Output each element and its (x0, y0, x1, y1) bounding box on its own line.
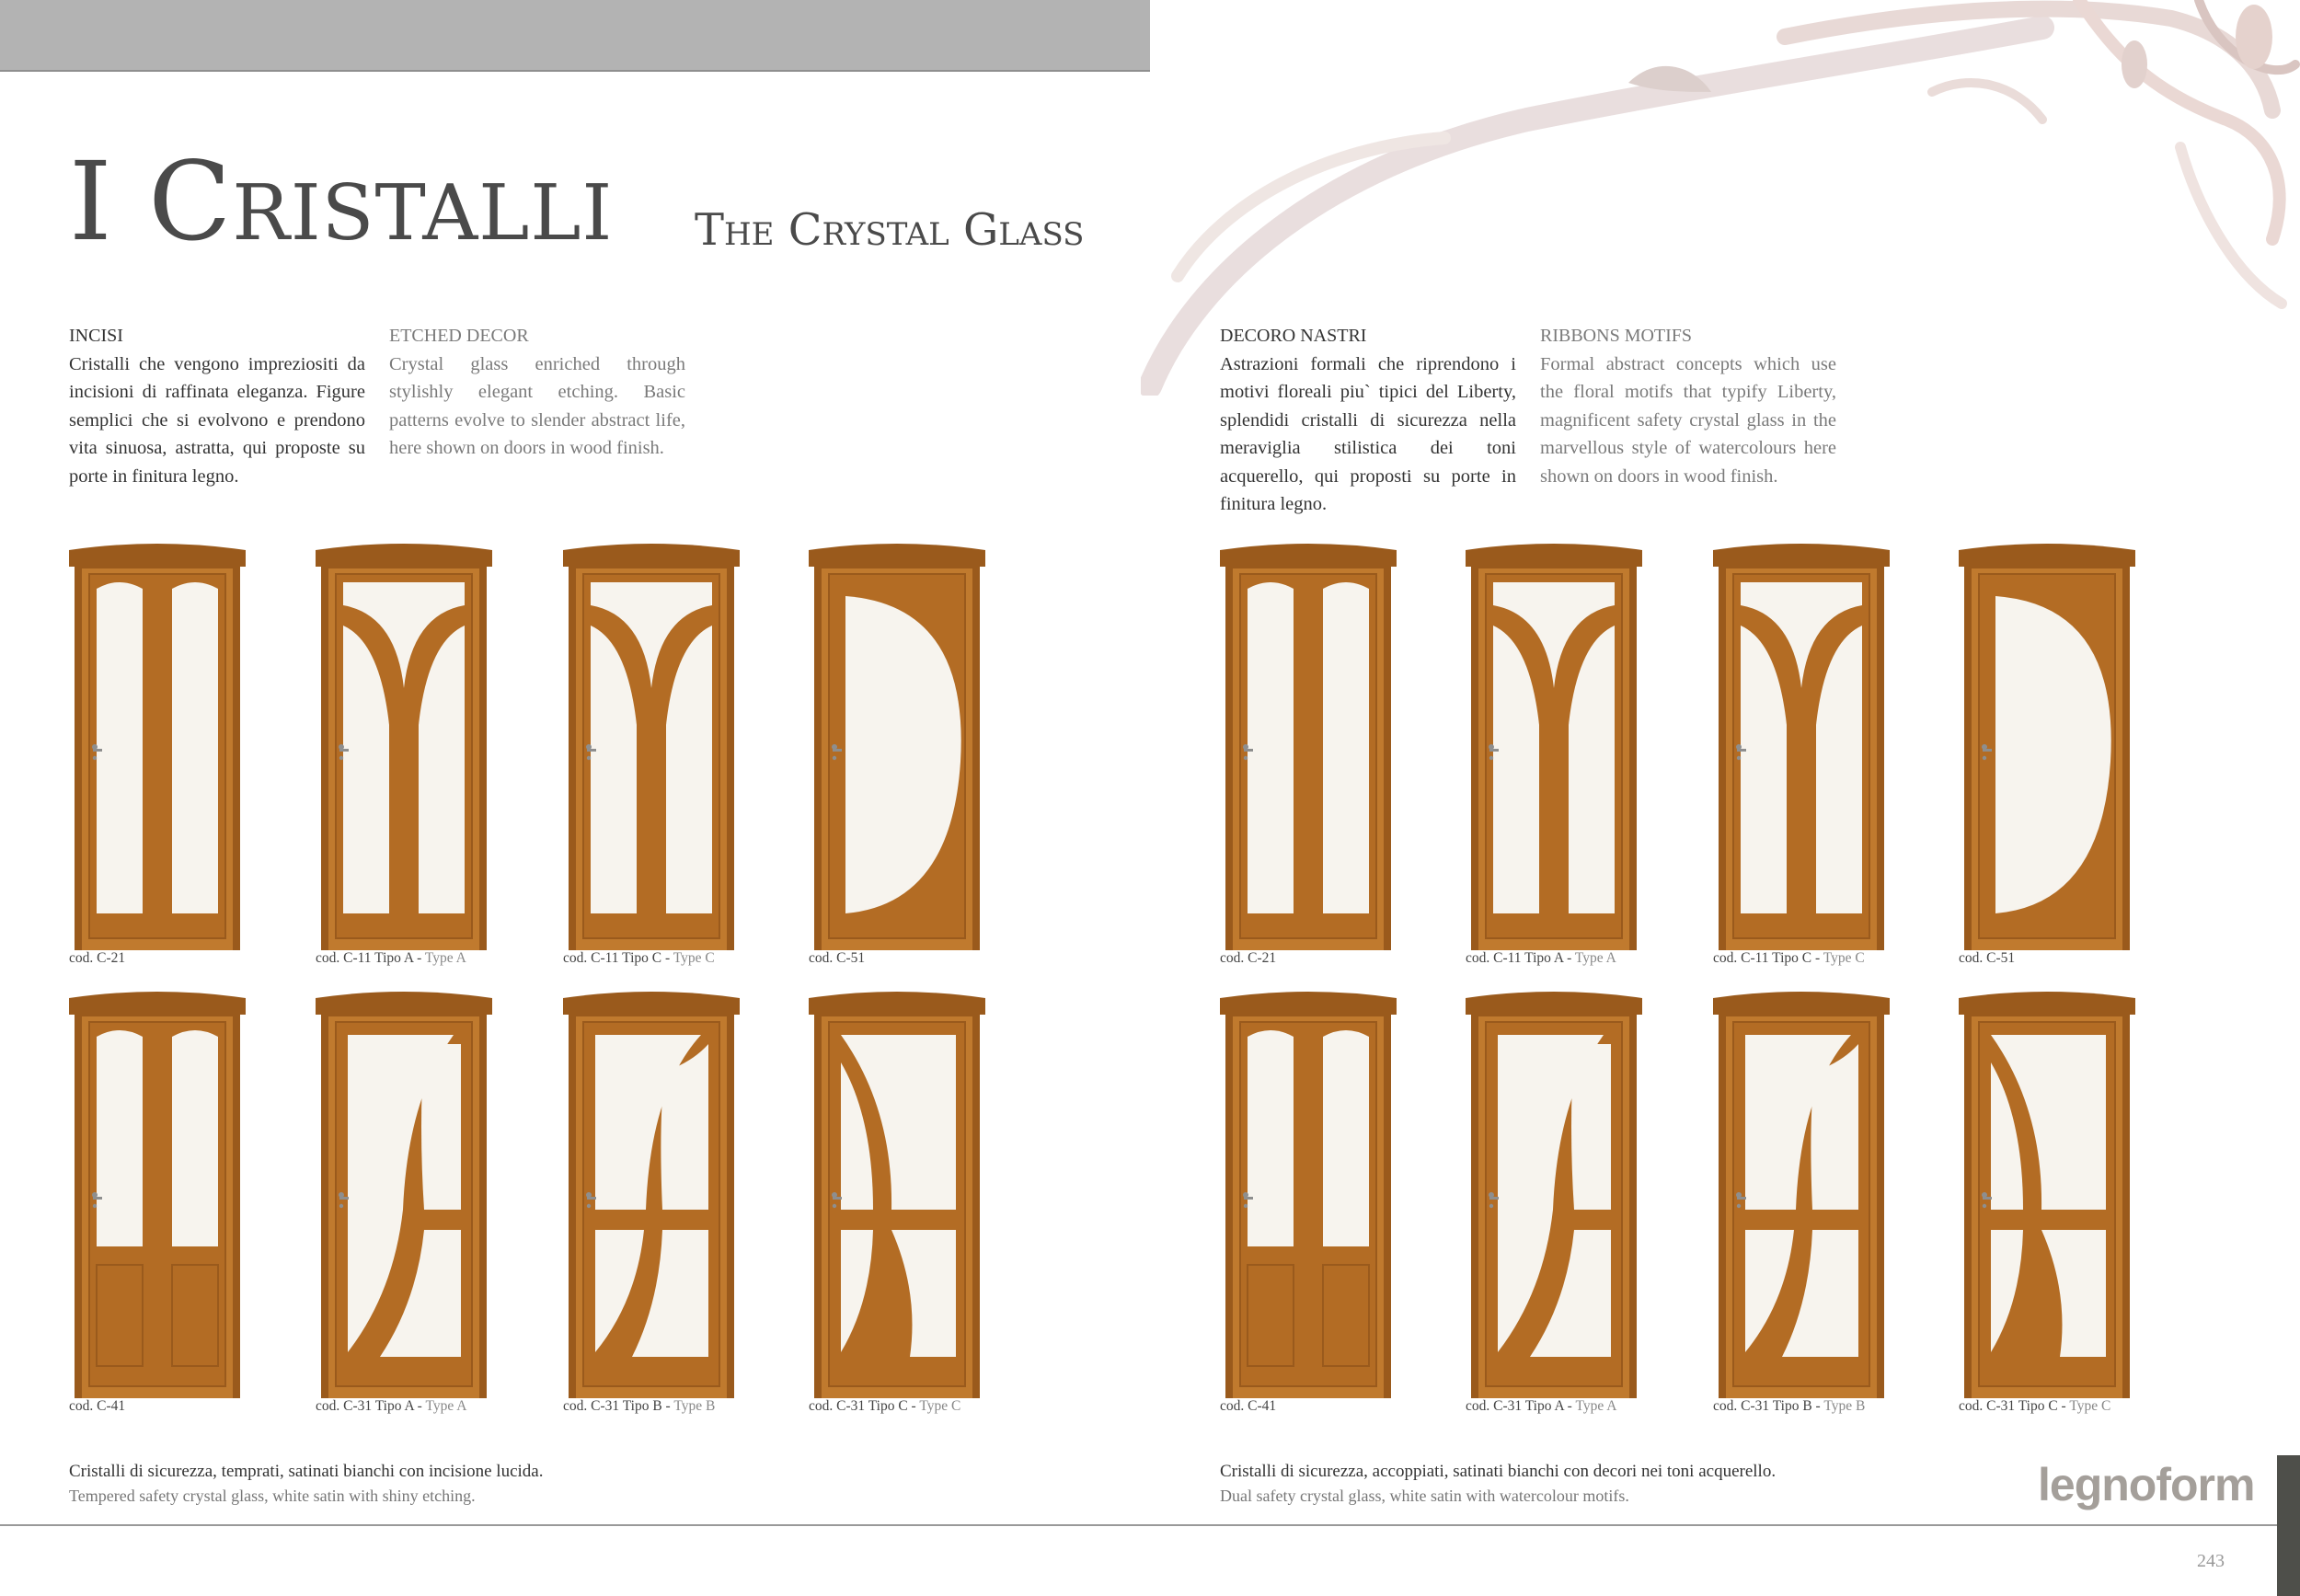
door-type-english: Type C (919, 1398, 961, 1414)
door-code: cod. C-31 Tipo B - (563, 1398, 674, 1414)
left-italian-text: Cristalli che vengono impreziositi da incisioni di raffinata eleganza. Figure semplici che si evolvono e prendono vita sinuosa, astratta, qui proposte su porte in finitura legno. (69, 353, 365, 487)
door-product (1959, 989, 2135, 1403)
door-code-caption (1713, 1398, 1865, 1415)
door-code-caption (1959, 1398, 2110, 1415)
door-code-caption (563, 1398, 715, 1415)
door-code: cod. C-41 (69, 1398, 126, 1414)
door-type-english: Type A (1574, 950, 1616, 966)
door-code: cod. C-31 Tipo B - (1713, 1398, 1824, 1414)
door-code-caption (69, 950, 125, 967)
door-image (809, 541, 985, 950)
door-type-english: Type C (2069, 1398, 2111, 1414)
door-code-caption (1959, 950, 2015, 967)
door-image (1713, 541, 1890, 950)
door-product (1466, 541, 1642, 955)
door-product (1466, 989, 1642, 1403)
top-grey-bar (0, 0, 1150, 72)
right-italian-description (1220, 322, 1516, 519)
door-code-caption (69, 1398, 125, 1415)
left-footer-italian: Cristalli di sicurezza, temprati, satinati bianchi con incisione lucida. (69, 1462, 544, 1481)
door-product (316, 989, 492, 1403)
door-code-caption (809, 950, 865, 967)
door-product (1220, 541, 1397, 955)
door-code-caption (809, 1398, 960, 1415)
left-footer-note (69, 1460, 543, 1508)
bottom-rule (0, 1524, 2300, 1526)
door-code-caption (1220, 950, 1276, 967)
door-type-english: Type C (1823, 950, 1865, 966)
door-image (316, 541, 492, 950)
door-code: cod. C-31 Tipo A - (1466, 1398, 1576, 1414)
door-image (1466, 541, 1642, 950)
door-code: cod. C-51 (809, 950, 866, 966)
door-image (1220, 541, 1397, 950)
door-product (809, 989, 985, 1403)
door-product (69, 989, 246, 1403)
right-edge-tab (2277, 1455, 2300, 1596)
door-image (1466, 989, 1642, 1398)
door-code: cod. C-51 (1959, 950, 2016, 966)
door-code: cod. C-11 Tipo A - (316, 950, 425, 966)
door-product (1713, 989, 1890, 1403)
door-image (316, 989, 492, 1398)
door-type-english: Type A (425, 1398, 467, 1414)
door-image (809, 989, 985, 1398)
door-product (1220, 989, 1397, 1403)
door-image (69, 989, 246, 1398)
page-subtitle: The Crystal Glass (695, 204, 1085, 256)
right-footer-note (1220, 1460, 1776, 1508)
door-product (69, 541, 246, 955)
door-code-caption (316, 950, 466, 967)
door-code: cod. C-21 (1220, 950, 1277, 966)
door-image (1959, 541, 2135, 950)
door-type-english: Type C (673, 950, 715, 966)
door-type-english: Type A (1575, 1398, 1617, 1414)
door-type-english: Type A (424, 950, 466, 966)
door-code: cod. C-11 Tipo C - (1713, 950, 1823, 966)
door-code: cod. C-11 Tipo A - (1466, 950, 1575, 966)
left-english-heading: ETCHED DECOR (389, 326, 529, 346)
door-product (1959, 541, 2135, 955)
door-image (563, 541, 740, 950)
right-footer-english: Dual safety crystal glass, white satin with watercolour motifs. (1220, 1487, 1629, 1505)
brand-logo: legnoform (2038, 1459, 2255, 1510)
door-image (69, 541, 246, 950)
right-italian-heading: DECORO NASTRI (1220, 326, 1367, 346)
door-image (563, 989, 740, 1398)
door-image (1713, 989, 1890, 1398)
right-english-text: Formal abstract concepts which use the floral motifs that typify Liberty, magnificent safety crystal glass in the marvellous style of watercolours here shown on doors in wood finish. (1540, 353, 1836, 487)
door-product (1713, 541, 1890, 955)
door-code-caption (1466, 950, 1616, 967)
door-code: cod. C-31 Tipo C - (1959, 1398, 2070, 1414)
right-footer-italian: Cristalli di sicurezza, accoppiati, satinati bianchi con decori nei toni acquerello. (1220, 1462, 1777, 1481)
left-english-text: Crystal glass enriched through stylishly elegant etching. Basic patterns evolve to slender abstract life, here shown on doors in wood finish. (389, 353, 685, 458)
page-title: I Cristalli (69, 138, 614, 265)
right-english-heading: RIBBONS MOTIFS (1540, 326, 1693, 346)
door-code: cod. C-31 Tipo C - (809, 1398, 920, 1414)
left-footer-english: Tempered safety crystal glass, white satin with shiny etching. (69, 1487, 476, 1505)
door-product (809, 541, 985, 955)
door-image (1220, 989, 1397, 1398)
door-product (316, 541, 492, 955)
door-image (1959, 989, 2135, 1398)
door-type-english: Type B (1823, 1398, 1866, 1414)
door-code-caption (1466, 1398, 1616, 1415)
door-product (563, 989, 740, 1403)
right-italian-text: Astrazioni formali che riprendono i motivi floreali piu` tipici del Liberty, splendidi cristalli di sicurezza nella meraviglia stilistica dei toni acquerello, qui proposti su porte in finitura legno. (1220, 353, 1516, 514)
door-code-caption (316, 1398, 466, 1415)
door-code: cod. C-11 Tipo C - (563, 950, 673, 966)
door-code: cod. C-21 (69, 950, 126, 966)
left-italian-description (69, 322, 365, 490)
left-italian-heading: INCISI (69, 326, 123, 346)
door-code-caption (563, 950, 715, 967)
door-code-caption (1713, 950, 1865, 967)
door-code-caption (1220, 1398, 1276, 1415)
door-code: cod. C-31 Tipo A - (316, 1398, 426, 1414)
page-number: 243 (2197, 1551, 2225, 1571)
door-product (563, 541, 740, 955)
left-english-description (389, 322, 685, 463)
door-code: cod. C-41 (1220, 1398, 1277, 1414)
door-type-english: Type B (673, 1398, 716, 1414)
right-english-description (1540, 322, 1836, 490)
